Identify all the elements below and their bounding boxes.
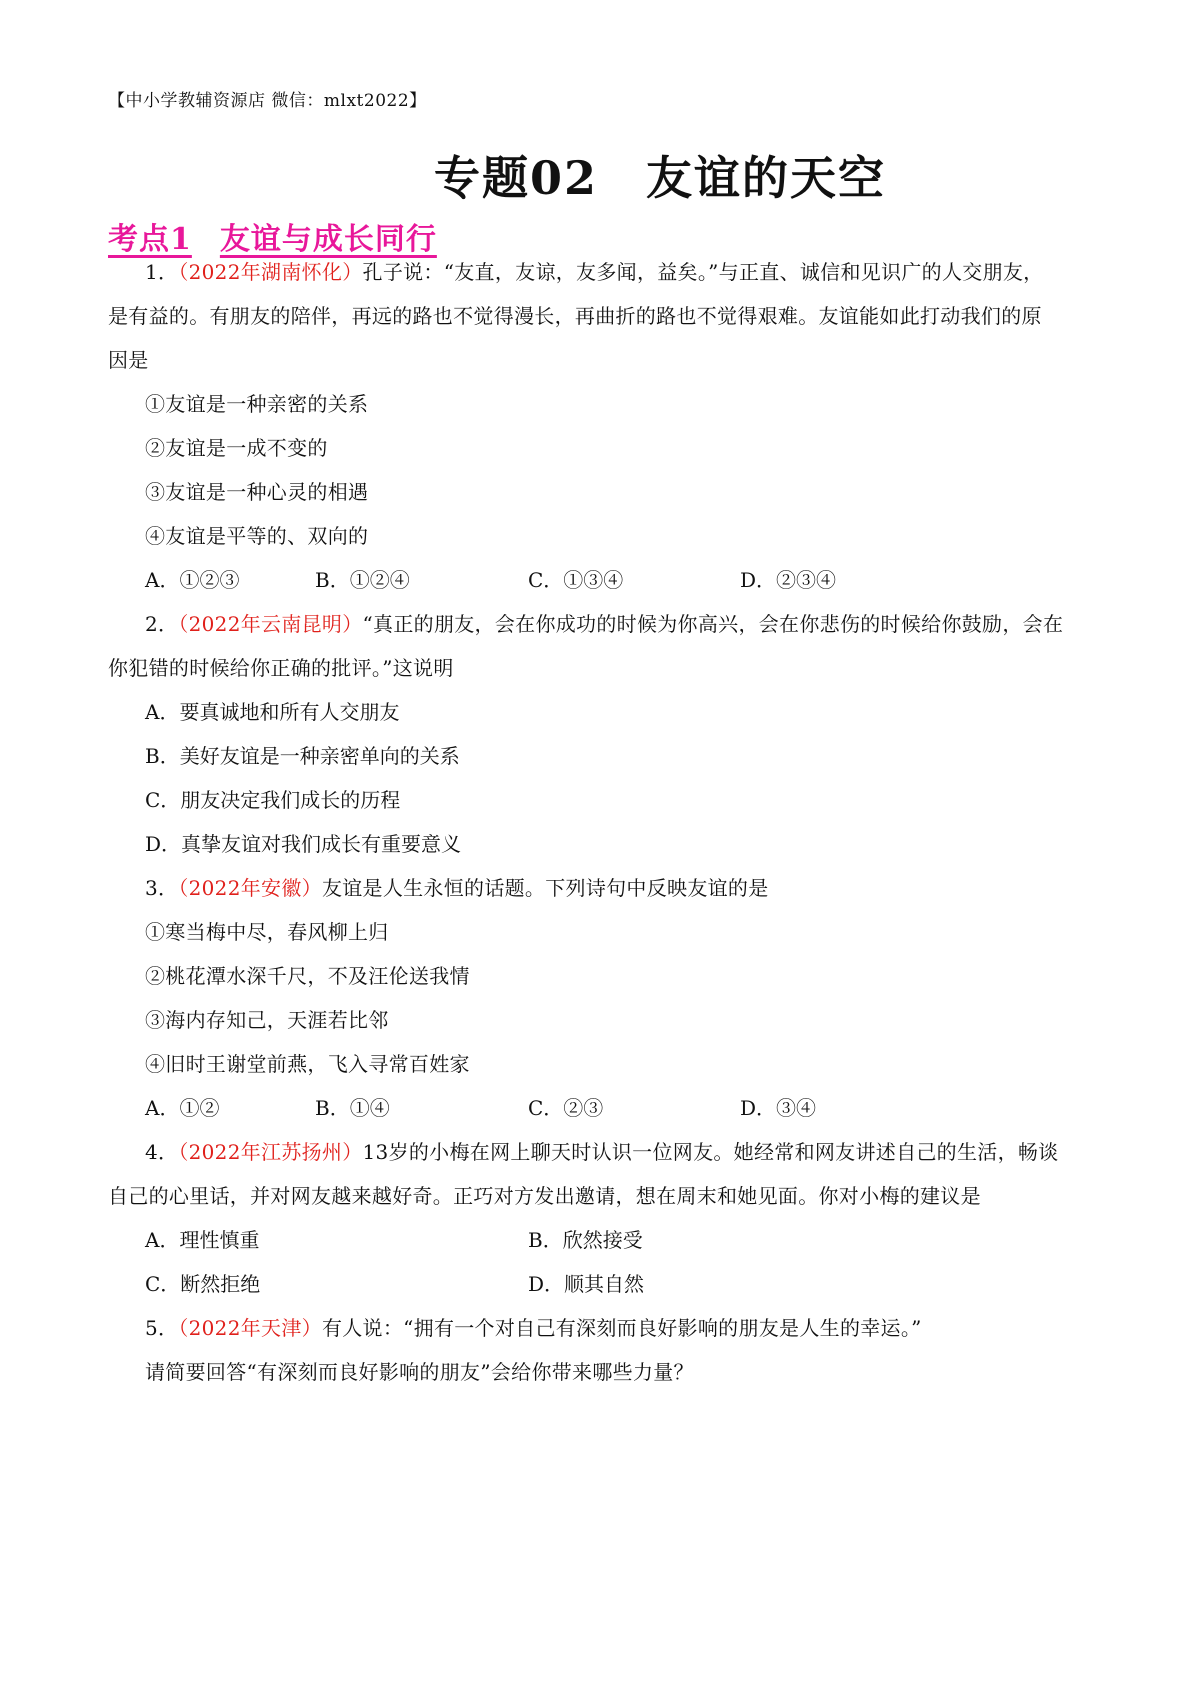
- q4-option-c: C．断然拒绝: [145, 1272, 261, 1296]
- q1-line1: 1．（2022年湖南怀化）孔子说：“友直，友谅，友多闻，益矣。”与正直、诚信和见识广的人交朋友，: [145, 260, 1044, 284]
- q4-number: 4．: [145, 1140, 179, 1164]
- q3-item: ③海内存知己，天涯若比邻: [145, 1008, 389, 1032]
- q1-item: ③友谊是一种心灵的相遇: [145, 480, 369, 504]
- title-main: 专题02: [433, 151, 598, 205]
- q2-line2: 你犯错的时候给你正确的批评。”这说明: [108, 656, 454, 680]
- q2-option-c: C．朋友决定我们成长的历程: [145, 788, 401, 812]
- q5-line2: 请简要回答“有深刻而良好影响的朋友”会给你带来哪些力量？: [145, 1360, 694, 1384]
- q5-number: 5．: [145, 1316, 179, 1340]
- section-label: 考点1: [108, 222, 192, 257]
- q1-line2: 是有益的。有朋友的陪伴，再远的路也不觉得漫长，再曲折的路也不觉得艰难。友谊能如此打动我们的原: [108, 304, 1042, 328]
- q3-item: ②桃花潭水深千尺，不及汪伦送我情: [145, 964, 470, 988]
- q1-option-d: D．②③④: [740, 568, 837, 592]
- q2-source: （2022年云南昆明）: [178, 612, 363, 636]
- q5-source: （2022年天津）: [178, 1316, 322, 1340]
- q1-item: ④友谊是平等的、双向的: [145, 524, 369, 548]
- page-title: [0, 142, 1200, 208]
- q4-option-d: D．顺其自然: [528, 1272, 645, 1296]
- section-name: 友谊与成长同行: [219, 222, 437, 257]
- q3-option-b: B．①④: [315, 1096, 390, 1120]
- q1-option-b: B．①②④: [315, 568, 410, 592]
- q2-option-d: D．真挚友谊对我们成长有重要意义: [145, 832, 462, 856]
- q3-item: ①寒当梅中尽，春风柳上归: [145, 920, 389, 944]
- q2-option-a: A．要真诚地和所有人交朋友: [145, 700, 400, 724]
- q2-line1: 2．（2022年云南昆明）“真正的朋友，会在你成功的时候为你高兴，会在你悲伤的时候给你鼓励，会在: [145, 612, 1064, 636]
- q1-option-c: C．①③④: [528, 568, 624, 592]
- q1-source: （2022年湖南怀化）: [178, 260, 363, 284]
- watermark-text: 【中小学教辅资源店 微信：mlxt2022】: [108, 91, 427, 111]
- q3-item: ④旧时王谢堂前燕，飞入寻常百姓家: [145, 1052, 470, 1076]
- q2-number: 2．: [145, 612, 179, 636]
- q1-line3: 因是: [108, 348, 149, 372]
- q3-number: 3．: [145, 876, 179, 900]
- q1-option-a: A．①②③: [145, 568, 240, 592]
- q4-option-b: B．欣然接受: [528, 1228, 643, 1252]
- q1-number: 1．: [145, 260, 179, 284]
- q5-line1: 5．（2022年天津）有人说：“拥有一个对自己有深刻而良好影响的朋友是人生的幸运。”: [145, 1316, 922, 1340]
- q4-source: （2022年江苏扬州）: [178, 1140, 363, 1164]
- q3-option-a: A．①②: [145, 1096, 220, 1120]
- q1-item: ②友谊是一成不变的: [145, 436, 328, 460]
- section-heading: [108, 214, 437, 258]
- title-sub: 友谊的天空: [646, 151, 886, 205]
- q3-option-c: C．②③: [528, 1096, 604, 1120]
- q4-line2: 自己的心里话，并对网友越来越好奇。正巧对方发出邀请，想在周末和她见面。你对小梅的建议是: [108, 1184, 981, 1208]
- q4-option-a: A．理性慎重: [145, 1228, 260, 1252]
- q3-option-d: D．③④: [740, 1096, 817, 1120]
- q3-line1: 3．（2022年安徽）友谊是人生永恒的话题。下列诗句中反映友谊的是: [145, 876, 769, 900]
- q4-line1: 4．（2022年江苏扬州）13岁的小梅在网上聊天时认识一位网友。她经常和网友讲述自己的生活，畅谈: [145, 1140, 1059, 1164]
- q3-source: （2022年安徽）: [178, 876, 322, 900]
- q1-item: ①友谊是一种亲密的关系: [145, 392, 369, 416]
- q2-option-b: B．美好友谊是一种亲密单向的关系: [145, 744, 460, 768]
